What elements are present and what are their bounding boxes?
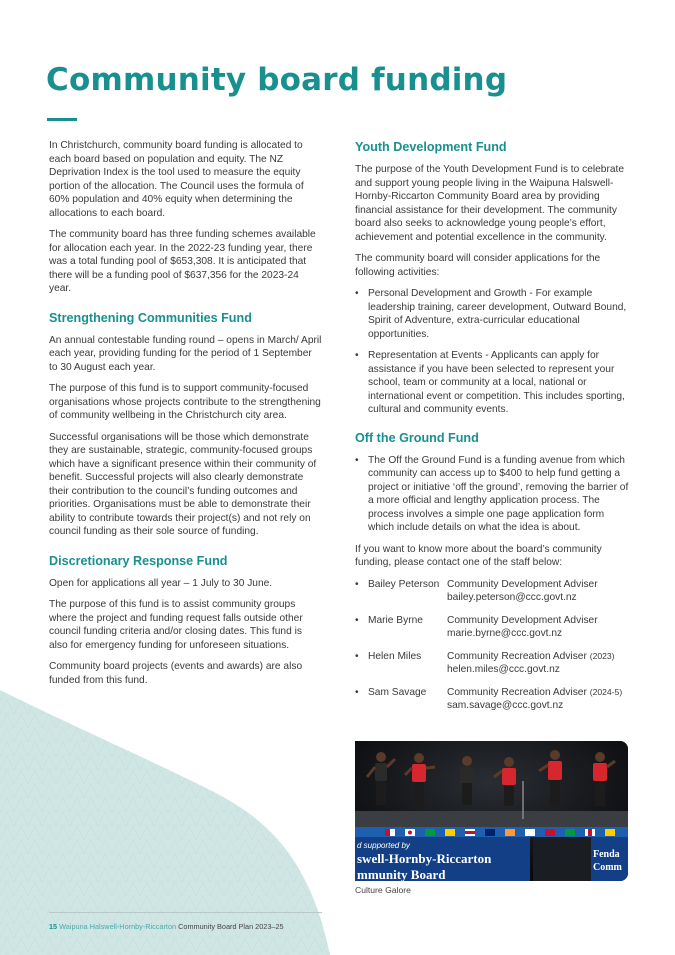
strengthening-paragraph-3: Successful organisations will be those which demonstrate they are sustainable, strategic, community-focused groups which have a significant presence within their community of benefit. Successful projects will also clearly demonstrate their contribution to the council’s funding outcomes and priorities. Organisations must be able to demonstrate their ability to contribute towards their project(s) and not rely on council funding as their sole source of funding. [49,431,317,537]
banner-right-line-2: Comm [593,862,622,873]
bullet-icon: • [355,350,359,361]
footer-ward-name: Waipuna Halswell-Hornby-Riccarton [59,922,177,931]
contact-role: Community Development Adviser [447,614,598,626]
banner-text-line-1: d supported by [357,841,410,850]
list-item [355,287,630,341]
youth-paragraph-2: The community board will consider applications for the following activities: [355,253,601,278]
banner-right-line-1: Fenda [593,849,620,860]
contact-info [447,686,630,713]
contact-name: Sam Savage [368,686,427,698]
right-column [355,139,630,722]
youth-activities-list [355,287,630,417]
bullet-icon: • [355,650,359,662]
bullet-icon: • [355,578,359,590]
list-item [355,454,630,535]
contact-info [447,578,630,605]
contact-intro: If you want to know more about the board’s community funding, please contact one of the staff below: [355,543,602,568]
contact-role: Community Recreation Adviser [447,686,587,698]
title-underline [47,118,77,121]
page-footer [49,922,284,931]
contact-role-note: (2023) [589,650,615,661]
heading-off-the-ground-fund: Off the Ground Fund [355,430,479,445]
youth-paragraph-1: The purpose of the Youth Development Fund is to celebrate and support young people living in the Waipuna Halswell-Hornby-Riccarton Community Board area by providing financial assistance for their development. The community board also seeks to acknowledge young people’s effort, achievement and potential excellence in the community. [355,164,625,243]
list-item-text: Representation at Events - Applicants can apply for assistance if you have been selected to represent your school, team or community at a local, national or international event or competition. This includes sporting, cultural and community events. [368,350,625,415]
contact-name: Marie Byrne [368,614,423,626]
strengthening-paragraph-1: An annual contestable funding round – opens in March/ April each year, providing funding for the period of 1 September to 30 August each year. [49,334,322,373]
discretionary-paragraph-2: The purpose of this fund is to assist community groups where the project and funding request falls outside other council funding criteria and/or closing dates. This fund is also for emergency funding for unforeseen situations. [49,599,303,651]
contact-row [355,578,630,605]
left-column [49,139,323,695]
contact-role: Community Development Adviser [447,578,598,590]
bullet-icon: • [355,614,359,626]
strengthening-paragraph-2: The purpose of this fund is to support community-focused organisations whose projects contribute to the strengthening of community wellbeing in the Christchurch city area. [49,383,321,421]
photo-caption: Culture Galore [355,885,411,895]
contact-row [355,650,630,677]
contact-row [355,614,630,641]
staff-contact-list [355,578,630,713]
page-title: Community board funding [46,62,508,98]
flag-bunting [355,827,628,837]
heading-discretionary-response-fund: Discretionary Response Fund [49,553,228,568]
list-item-text: Personal Development and Growth - For example leadership training, career development, Outward Bound, Spirit of Adventure, extra-curricular educational opportunities. [368,288,627,340]
bullet-icon: • [355,454,359,466]
contact-email[interactable]: helen.miles@ccc.govt.nz [447,664,560,675]
page-number: 15 [49,922,58,931]
footer-plan-title: Community Board Plan 2023–25 [178,922,284,931]
list-item-text: The Off the Ground Fund is a funding avenue from which community can access up to $400 to help fund getting a project or initiative ‘off the ground’, removing the barrier of a more official and lengthy application process. The process involves a simple one page application form which include details on what the idea is about. [368,454,629,533]
intro-paragraph-1: In Christchurch, community board funding is allocated to each board based on population and equity. The NZ Deprivation Index is the tool used to measure the equity portion of the allocation. The Council uses the formula of 60% population and 40% equity when determining the allocations to each board. [49,140,304,219]
intro-paragraph-2: The community board has three funding schemes available for allocation each year. In the 2022-23 funding year, there was a total funding pool of $653,308. It is anticipated that there will be a funding pool of $637,356 for the 2023-24 year. [49,229,316,294]
contact-row [355,686,630,713]
contact-info [447,614,630,641]
heading-youth-development-fund: Youth Development Fund [355,140,507,154]
culture-galore-photo [355,741,628,881]
bullet-icon: • [355,686,359,698]
contact-email[interactable]: bailey.peterson@ccc.govt.nz [447,592,577,603]
banner-text-line-2: swell-Hornby-Riccarton [357,851,492,866]
contact-name: Helen Miles [368,650,422,662]
contact-info [447,650,630,677]
contact-role-note: (2024-5) [589,686,623,697]
heading-strengthening-communities-fund: Strengthening Communities Fund [49,310,252,325]
contact-email[interactable]: sam.savage@ccc.govt.nz [447,700,564,711]
contact-name: Bailey Peterson [368,578,440,590]
contact-email[interactable]: marie.byrne@ccc.govt.nz [447,628,563,639]
banner-text-line-3: mmunity Board [357,867,446,881]
bullet-icon: • [355,288,359,299]
discretionary-paragraph-1: Open for applications all year – 1 July to 30 June. [49,577,273,589]
contact-role: Community Recreation Adviser [447,650,587,662]
off-the-ground-list [355,454,630,535]
footer-divider [49,912,322,913]
list-item [355,349,630,417]
discretionary-paragraph-3: Community board projects (events and awards) are also funded from this fund. [49,661,303,686]
